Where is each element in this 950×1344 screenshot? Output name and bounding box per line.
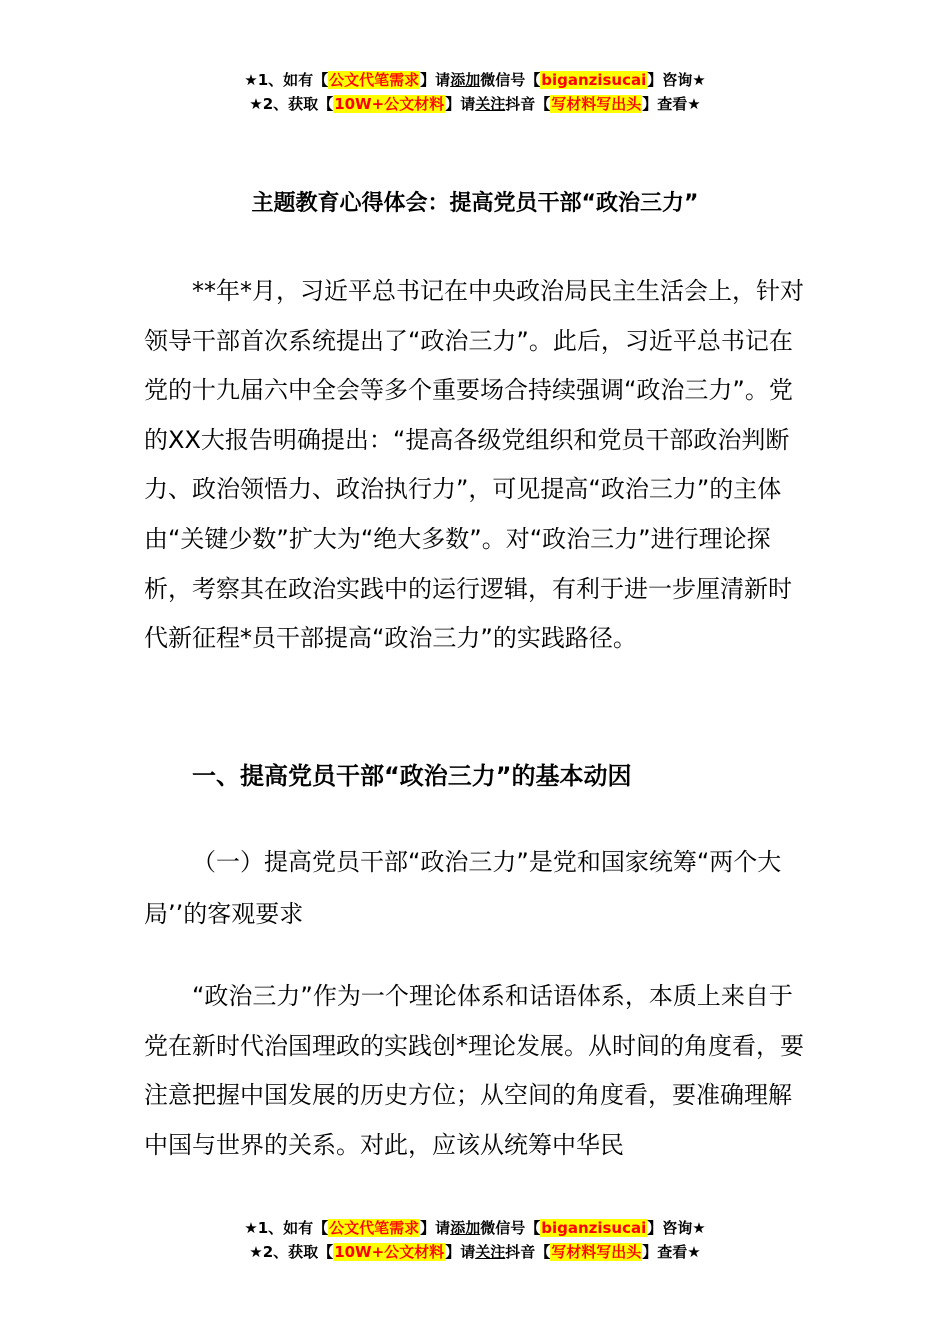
- banner-line-1: [0, 68, 950, 92]
- underlined-text: 关注: [475, 95, 506, 113]
- banner-text: 】查看★: [642, 1243, 701, 1261]
- banner-text: ★1、如有【: [244, 1219, 329, 1237]
- banner-text: 微信号【: [480, 1219, 541, 1237]
- banner-text: 】请: [420, 1219, 451, 1237]
- banner-text: 】咨询★: [647, 1219, 706, 1237]
- banner-text: 】请: [420, 71, 451, 89]
- paragraph-body: “政治三力”作为一个理论体系和话语体系，本质上来自于党在新时代治国理政的实践创*理论发展。从时间的角度看，要注意把握中国发展的历史方位；从空间的角度看，要准确理解中国与世界的关系。对此，应该从统筹中华民: [144, 982, 804, 1159]
- banner-text: 】查看★: [642, 95, 701, 113]
- highlight-text: biganzisucai: [541, 1219, 647, 1237]
- document-title: 主题教育心得体会：提高党员干部“政治三力”: [251, 191, 699, 216]
- banner-text: 抖音【: [505, 1243, 551, 1261]
- highlight-text: 写材料写出头: [551, 95, 642, 113]
- banner-text: ★2、获取【: [249, 1243, 334, 1261]
- banner-line-2: [0, 1240, 950, 1264]
- highlight-text: 10W+公文材料: [334, 1243, 445, 1261]
- header-banner: [0, 68, 950, 116]
- footer-banner: [0, 1216, 950, 1264]
- highlight-text: 10W+公文材料: [334, 95, 445, 113]
- banner-line-1: [0, 1216, 950, 1240]
- subsection-heading: （一）提高党员干部“政治三力”是党和国家统筹“两个大局’’的客观要求: [144, 848, 782, 928]
- underlined-text: 关注: [475, 1243, 506, 1261]
- section-heading: 一、提高党员干部“政治三力”的基本动因: [192, 762, 632, 790]
- banner-text: 】请: [445, 1243, 476, 1261]
- highlight-text: 写材料写出头: [551, 1243, 642, 1261]
- highlight-text: 公文代笔需求: [329, 1219, 420, 1237]
- highlight-text: 公文代笔需求: [329, 71, 420, 89]
- banner-text: ★1、如有【: [244, 71, 329, 89]
- banner-text: 】请: [445, 95, 476, 113]
- underlined-text: 添加: [450, 71, 481, 89]
- banner-text: ★2、获取【: [249, 95, 334, 113]
- underlined-text: 添加: [450, 1219, 481, 1237]
- banner-text: 】咨询★: [647, 71, 706, 89]
- banner-line-2: [0, 92, 950, 116]
- paragraph-intro: **年*月，习近平总书记在中央政治局民主生活会上，针对领导干部首次系统提出了“政治三力”。此后，习近平总书记在党的十九届六中全会等多个重要场合持续强调“政治三力”。党的XX大报告明确提出：“提高各级党组织和党员干部政治判断力、政治领悟力、政治执行力”，可见提高“政治三力”的主体由“关键少数”扩大为“绝大多数”。对“政治三力”进行理论探析，考察其在政治实践中的运行逻辑，有利于进一步厘清新时代新征程*员干部提高“政治三力”的实践路径。: [144, 277, 804, 653]
- banner-text: 微信号【: [480, 71, 541, 89]
- banner-text: 抖音【: [505, 95, 551, 113]
- highlight-text: biganzisucai: [541, 71, 647, 89]
